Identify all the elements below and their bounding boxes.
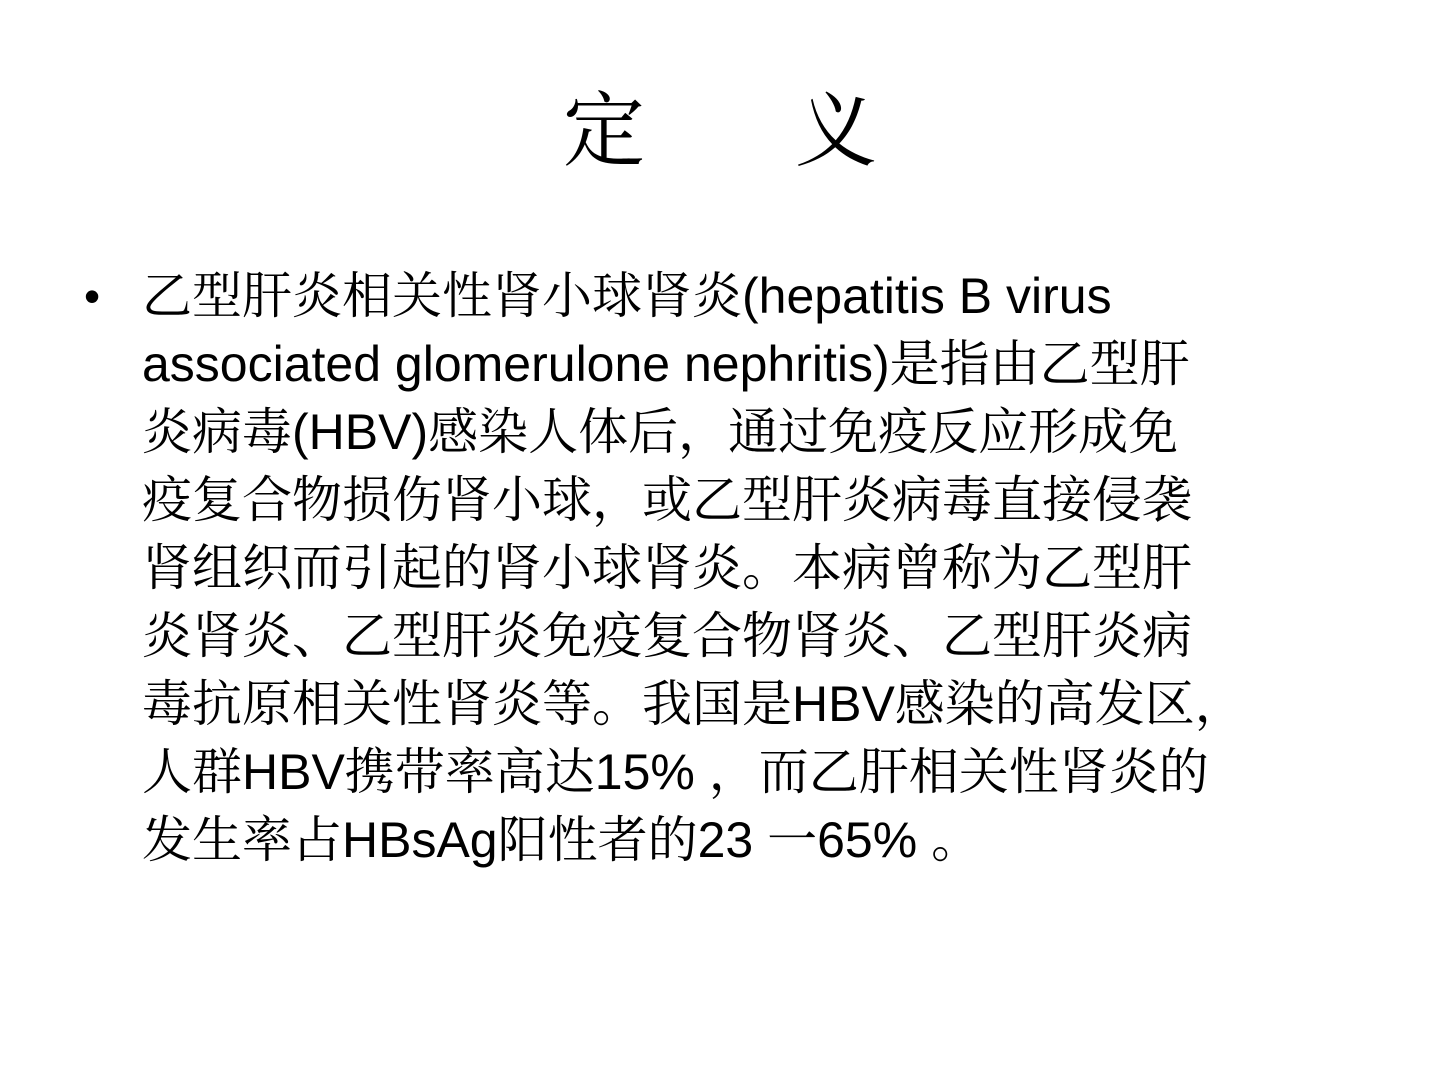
slide-title: [0, 82, 1440, 182]
bullet-line: 毒抗原相关性肾炎等。我国是HBV感染的高发区，: [142, 676, 1245, 732]
bullet-line: 肾组织而引起的肾小球肾炎。本病曾称为乙型肝: [142, 540, 1192, 596]
bullet-line: 发生率占HBsAg阳性者的23 一65% 。: [142, 812, 982, 868]
bullet-line: associated glomerulone nephritis)是指由乙型肝: [142, 336, 1190, 392]
bullet-line: 人群HBV携带率高达15% ，而乙肝相关性肾炎的: [142, 744, 1209, 800]
bullet-text: [142, 262, 1382, 874]
bullet-line: 炎肾炎、乙型肝炎免疫复合物肾炎、乙型肝炎病: [142, 608, 1192, 664]
title-char-2: 义: [795, 84, 878, 179]
bullet-dot-icon: •: [84, 270, 101, 322]
bullet-line: 炎病毒(HBV)感染人体后，通过免疫反应形成免: [142, 404, 1179, 460]
title-char-1: 定: [562, 84, 645, 179]
bullet-line: 乙型肝炎相关性肾小球肾炎(hepatitis B virus: [142, 268, 1112, 324]
bullet-line: 疫复合物损伤肾小球，或乙型肝炎病毒直接侵袭: [142, 472, 1192, 528]
